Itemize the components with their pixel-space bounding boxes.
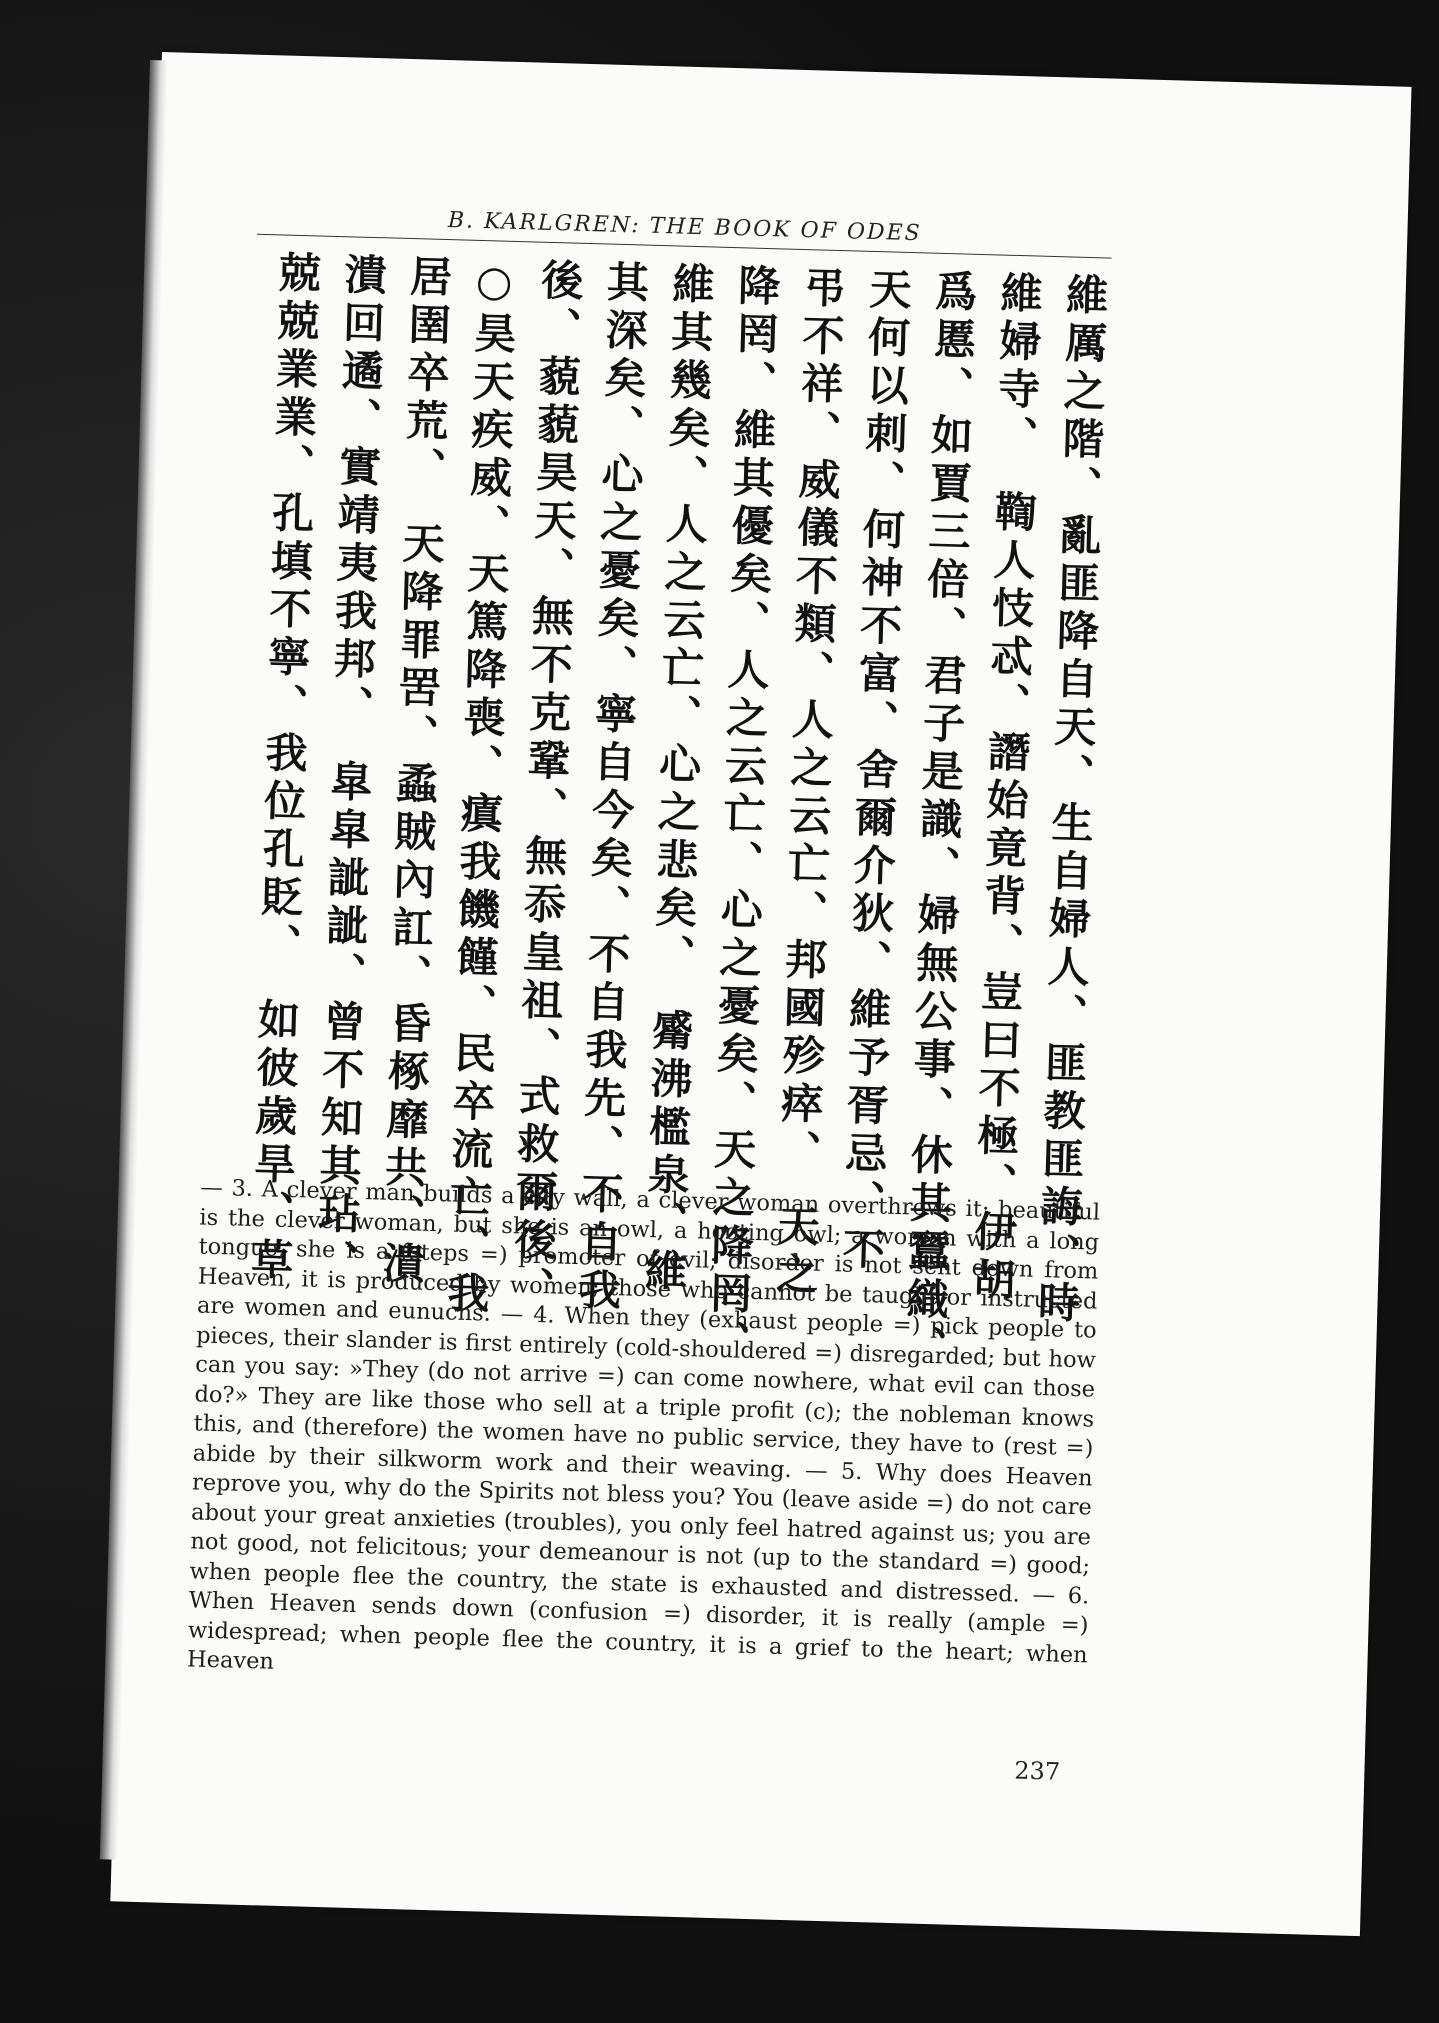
chinese-column: 天何以刺、何神不富、舍爾介狄、維予胥忌、不 — [836, 266, 914, 1276]
chinese-column: 弔不祥、威儀不類、人之云亡、邦國殄瘁、 天之 — [769, 264, 848, 1301]
chinese-column: 後、藐藐昊天、無不克鞏、無忝皇祖、式救爾後、 — [506, 257, 586, 1315]
chinese-column: 維婦寺、 鞫人忮忒、譖始竟背、豈曰不極、伊胡 — [966, 270, 1045, 1307]
running-header: B. KARLGREN: THE BOOK OF ODES — [257, 203, 1113, 259]
chinese-column: ○昊天疾威、天篤降喪、瘨我饑饉、民卒流亡、我 — [440, 255, 520, 1320]
chinese-column: 維其幾矣、人之云亡、心之悲矣、 觱沸檻泉、維 — [638, 261, 717, 1298]
page-number: 237 — [1013, 1756, 1061, 1786]
chinese-text-block — [244, 250, 1111, 1374]
chinese-column: 其深矣、心之憂矣、寧自今矣、不自我先、不自我 — [572, 259, 651, 1317]
chinese-column: 兢兢業業、孔填不寧、我位孔貶、 如彼歲旱、草 — [244, 250, 323, 1287]
chinese-column: 維厲之階、亂匪降自天、生自婦人、匪教匪誨、時 — [1031, 272, 1111, 1330]
english-translation: — 3. A clever man builds a city wall, a clever woman overthrows it; beautiful is the clever woman, but she is an owl, a hooting owl; a woman with a long tongue, she is a (steps =) promoter of evil; disorder is not sent down from Heaven, it is produced by women; those who cannot be taught or instructed are women and eunuchs. — 4. When they (exhaust people =) pick people to pieces, their slander is first entirely (cold-shouldered =) disregarded; but how can you say: »They (do not arrive =) can come nowhere, what evil can those do?» They are like those who sell at a triple profit (c); the nobleman knows this, and (therefore) the women have no public service, they have to (rest =) abide by their silkworm work and their weaving. — 5. Why does Heaven reprove you, why do the Spirits not bless you? You (leave aside =) do not care about your great anxieties (troubles), you only feel hatred against us; you are not good, not felicitous; your demeanour is not (up to the standard =) good; when people flee the country, the state is exhausted and distressed. — 6. When Heaven sends down (confusion =) disorder, it is really (ample =) widespread; when people flee the country, it is a grief to the heart; when Heaven — [186, 1174, 1101, 1675]
book-page — [110, 52, 1411, 1936]
chinese-column: 降罔、維其優矣、人之云亡、心之憂矣、天之降罔、 — [702, 263, 782, 1368]
chinese-column: 潰回遹、實靖夷我邦、 皐皐訿訿、曾不知其玷、 — [310, 252, 389, 1288]
chinese-column: 居圉卒荒、 天降罪罟、蟊賊內訌、昏椓靡共、潰 — [375, 253, 454, 1290]
chinese-column: 爲慝、如賈三倍、君子是識、婦無公事、休其蠶織、 — [898, 268, 979, 1374]
